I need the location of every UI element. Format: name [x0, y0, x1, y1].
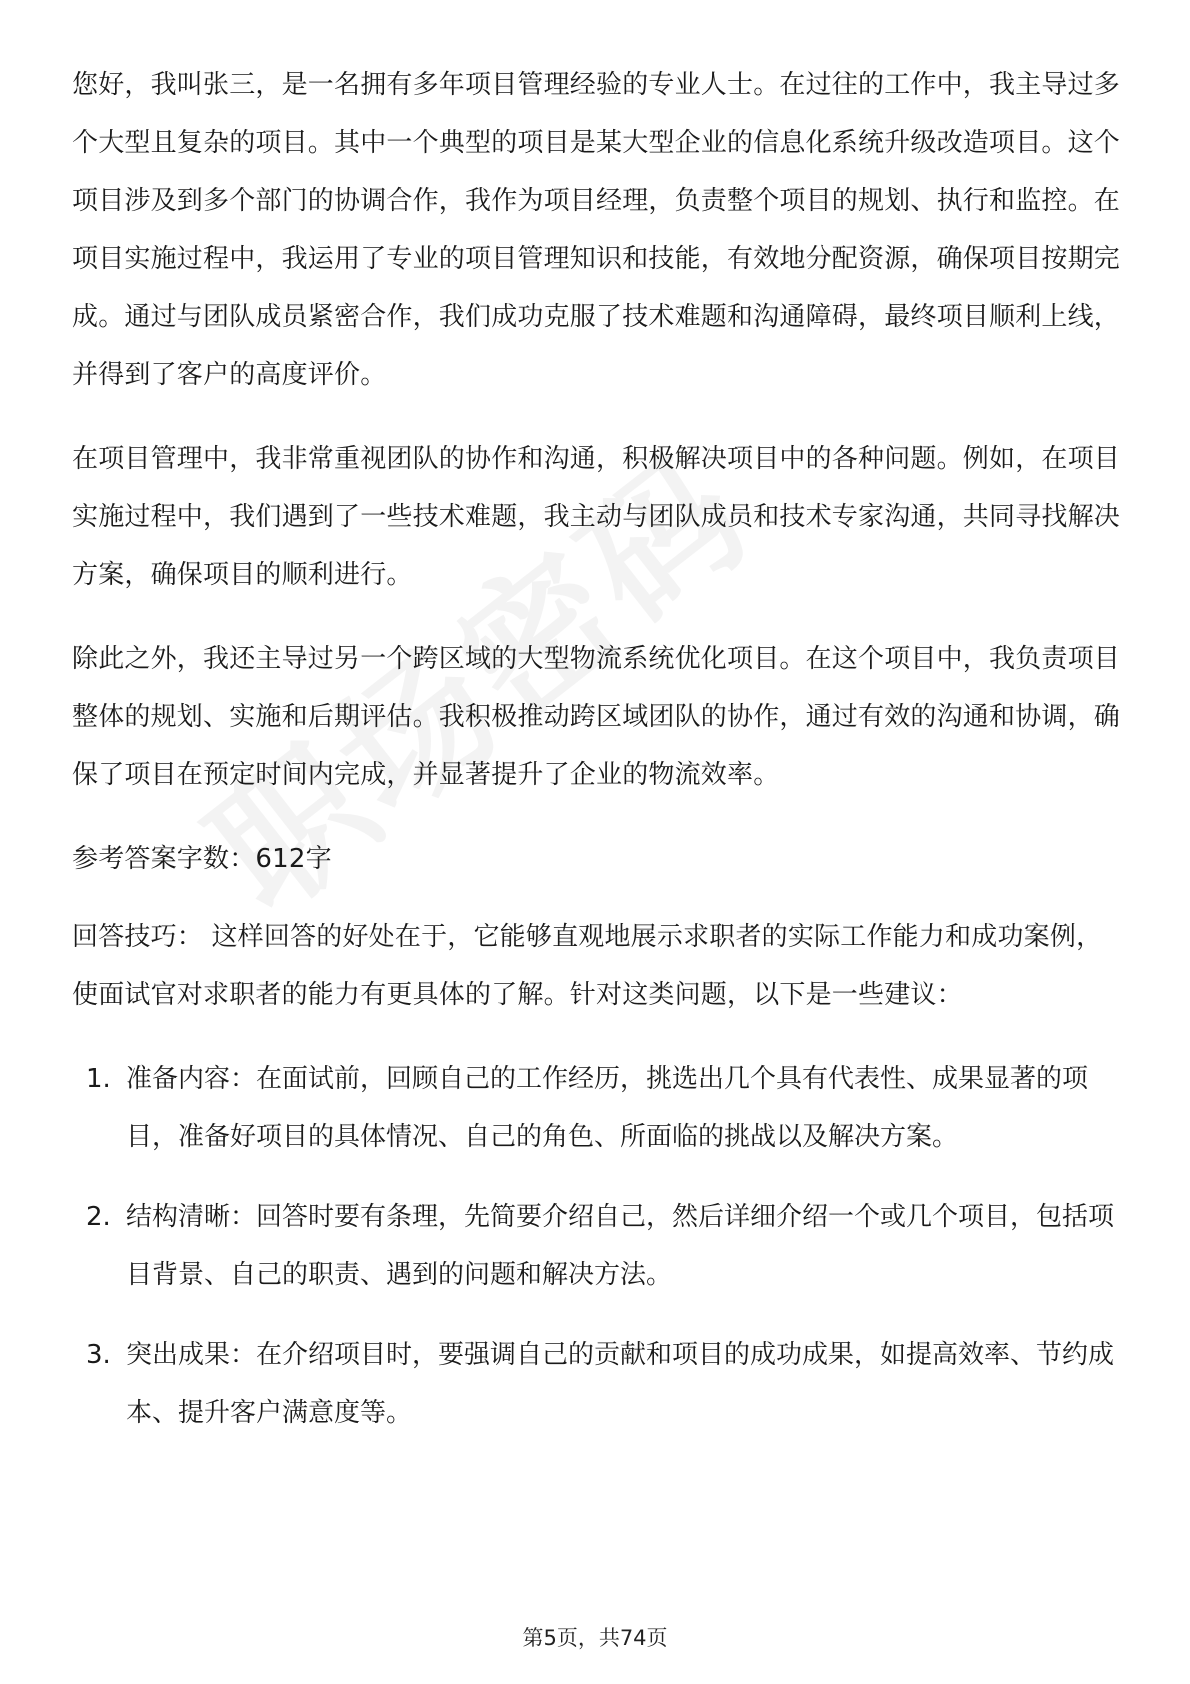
answer-tips: 回答技巧： 这样回答的好处在于，它能够直观地展示求职者的实际工作能力和成功案例，使面试官对求职者的能力有更具体的了解。针对这类问题，以下是一些建议： [72, 922, 1103, 1010]
list-item [72, 1326, 1124, 1442]
list-item-text: 准备内容：在面试前，回顾自己的工作经历，挑选出几个具有代表性、成果显著的项目，准备好项目的具体情况、自己的角色、所面临的挑战以及解决方案。 [126, 1064, 1089, 1152]
list-item [72, 1050, 1124, 1166]
tips-list [72, 1050, 1124, 1442]
paragraph-teamwork: 在项目管理中，我非常重视团队的协作和沟通，积极解决项目中的各种问题。例如，在项目实施过程中，我们遇到了一些技术难题，我主动与团队成员和技术专家沟通，共同寻找解决方案，确保项目的顺利进行。 [72, 444, 1121, 590]
paragraph-intro: 您好，我叫张三，是一名拥有多年项目管理经验的专业人士。在过往的工作中，我主导过多个大型且复杂的项目。其中一个典型的项目是某大型企业的信息化系统升级改造项目。这个项目涉及到多个部门的协调合作，我作为项目经理，负责整个项目的规划、执行和监控。在项目实施过程中，我运用了专业的项目管理知识和技能，有效地分配资源，确保项目按期完成。通过与团队成员紧密合作，我们成功克服了技术难题和沟通障碍，最终项目顺利上线，并得到了客户的高度评价。 [72, 70, 1121, 390]
list-item-text: 突出成果：在介绍项目时，要强调自己的贡献和项目的成功成果，如提高效率、节约成本、提升客户满意度等。 [126, 1340, 1115, 1428]
list-item [72, 1188, 1124, 1304]
page-footer: 第5页，共74页 [522, 1626, 668, 1650]
list-item-number: 2. [86, 1202, 111, 1232]
list-item-number: 1. [86, 1064, 111, 1094]
list-item-text: 结构清晰：回答时要有条理，先简要介绍自己，然后详细介绍一个或几个项目，包括项目背景、自己的职责、遇到的问题和解决方法。 [126, 1202, 1115, 1290]
paragraph-logistics: 除此之外，我还主导过另一个跨区域的大型物流系统优化项目。在这个项目中，我负责项目整体的规划、实施和后期评估。我积极推动跨区域团队的协作，通过有效的沟通和协调，确保了项目在预定时间内完成，并显著提升了企业的物流效率。 [72, 644, 1121, 790]
list-item-number: 3. [86, 1340, 111, 1370]
word-count: 参考答案字数：612字 [72, 844, 332, 874]
document-body [72, 56, 1124, 1464]
